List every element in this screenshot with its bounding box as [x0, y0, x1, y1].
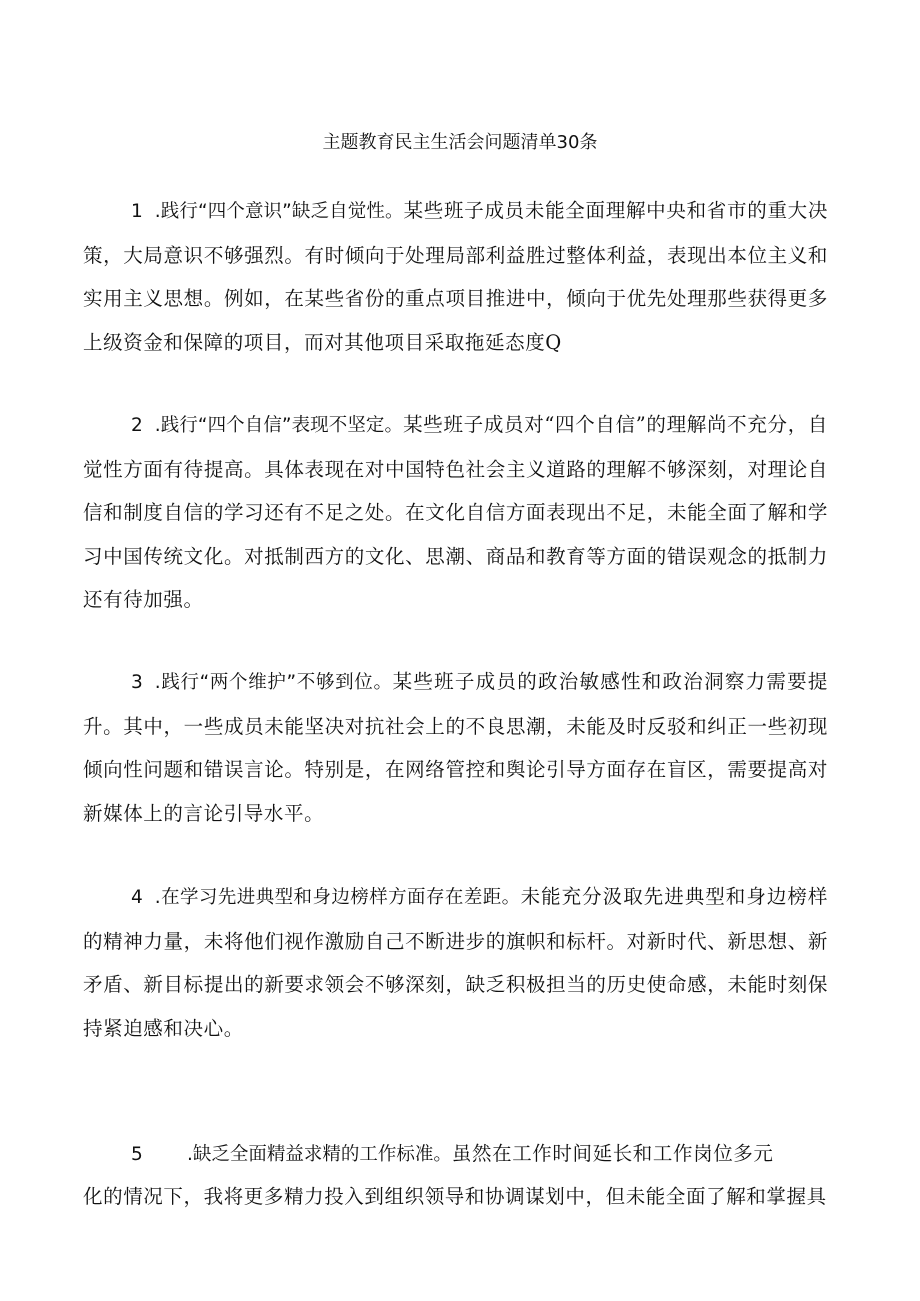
item-number: 2 — [131, 415, 143, 436]
list-item-3 — [83, 660, 828, 835]
item-heading: .缺乏全面精益求精的工作标准。 — [187, 1144, 452, 1165]
item-number: 3 — [131, 672, 143, 693]
item-number: 4 — [131, 887, 143, 908]
item-heading: .践行“四个自信”表现不坚定。 — [154, 415, 404, 436]
item-body: 某些班子成员的政治敏感性和政治洞察力需要提升。其中，一些成员未能坚决对抗社会上的不良思潮，未能及时反驳和纠正一些初现倾向性问题和错误言论。特别是，在网络管控和舆论引导方面存在盲区，需要提高对新媒体上的言论引导水平。 — [83, 670, 828, 825]
list-item-1 — [83, 189, 828, 364]
document-title: 主题教育民主生活会问题清单30条 — [322, 132, 598, 153]
item-body: 未能充分汲取先进典型和身边榜样的精神力量，未将他们视作激励自己不断进步的旗帜和标杆。对新时代、新思想、新矛盾、新目标提出的新要求领会不够深刻，缺乏积极担当的历史使命感，未能时刻保持紧迫感和决心。 — [83, 885, 828, 1040]
item-heading: .在学习先进典型和身边榜样方面存在差距。 — [154, 887, 521, 908]
item-body: 虽然在工作时间延长和工作岗位多元 — [451, 1142, 774, 1165]
list-item-5-first-line — [131, 1132, 774, 1177]
list-item-5-second-line: 化的情况下，我将更多精力投入到组织领导和协调谋划中，但未能全面了解和掌握具 — [83, 1185, 827, 1208]
item-number: 5 — [131, 1144, 144, 1165]
list-item-4 — [83, 875, 828, 1050]
list-item-2 — [83, 403, 828, 622]
item-number: 1 — [131, 201, 143, 222]
item-body: 某些班子成员对“四个自信”的理解尚不充分，自觉性方面有待提高。具体表现在对中国特色社会主义道路的理解不够深刻，对理论自信和制度自信的学习还有不足之处。在文化自信方面表现出不足，未能全面了解和学习中国传统文化。对抵制西方的文化、思潮、商品和教育等方面的错误观念的抵制力还有待加强。 — [83, 413, 828, 611]
item-heading: .践行“两个维护”不够到位。 — [154, 672, 393, 693]
item-heading: .践行“四个意识”缺乏自觉性。 — [154, 201, 404, 222]
item-body: 某些班子成员未能全面理解中央和省市的重大决策，大局意识不够强烈。有时倾向于处理局部利益胜过整体利益，表现出本位主义和实用主义思想。例如，在某些省份的重点项目推进中，倾向于优先处理那些获得更多上级资金和保障的项目，而对其他项目采取拖延态度Q — [83, 199, 828, 354]
